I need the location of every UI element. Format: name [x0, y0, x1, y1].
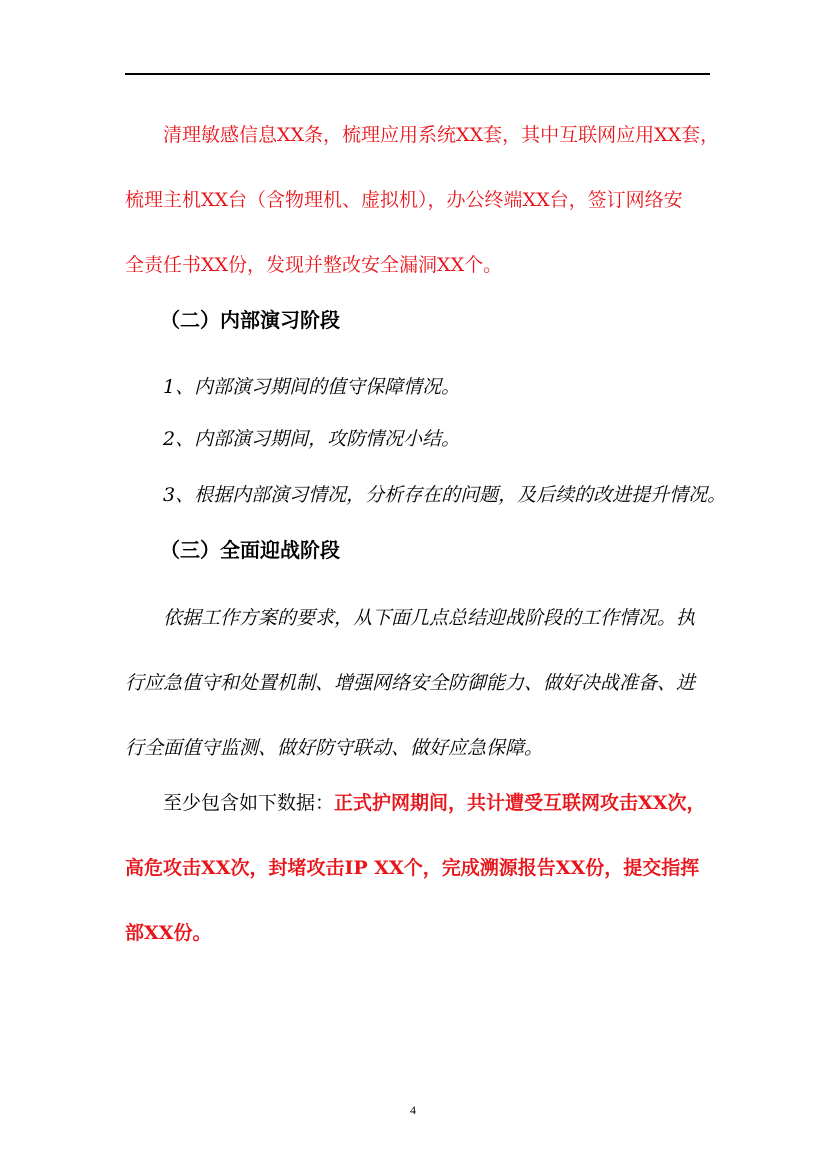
paragraph-line: 清理敏感信息XX条，梳理应用系统XX套，其中互联网应用XX套，	[163, 124, 720, 146]
section-heading: （三）全面迎战阶段	[160, 538, 340, 562]
data-requirement-label: 至少包含如下数据：	[163, 792, 335, 814]
header-rule	[125, 73, 710, 75]
data-requirement-text: 高危攻击XX次，封堵攻击IP XX个，完成溯源报告XX份，提交指挥	[125, 857, 700, 879]
paragraph-line: 行应急值守和处置机制、增强网络安全防御能力、做好决战准备、进	[125, 672, 696, 694]
data-requirement-text: 部XX份。	[125, 922, 212, 944]
list-item: 1、内部演习期间的值守保障情况。	[163, 376, 461, 398]
page-number: 4	[410, 1103, 416, 1117]
paragraph-line: 行全面值守监测、做好防守联动、做好应急保障。	[125, 737, 544, 759]
paragraph-line: 全责任书XX份，发现并整改安全漏洞XX个。	[125, 254, 503, 276]
data-requirement-text: 正式护网期间，共计遭受互联网攻击XX次，	[334, 792, 706, 814]
paragraph-line: 梳理主机XX台（含物理机、虚拟机），办公终端XX台，签订网络安	[125, 189, 683, 211]
list-item: 3、根据内部演习情况，分析存在的问题，及后续的改进提升情况。	[163, 484, 727, 506]
list-item: 2、内部演习期间，攻防情况小结。	[163, 428, 461, 450]
section-heading: （二）内部演习阶段	[160, 308, 340, 332]
data-requirement-line	[163, 792, 706, 814]
paragraph-line: 依据工作方案的要求，从下面几点总结迎战阶段的工作情况。执	[163, 607, 696, 629]
